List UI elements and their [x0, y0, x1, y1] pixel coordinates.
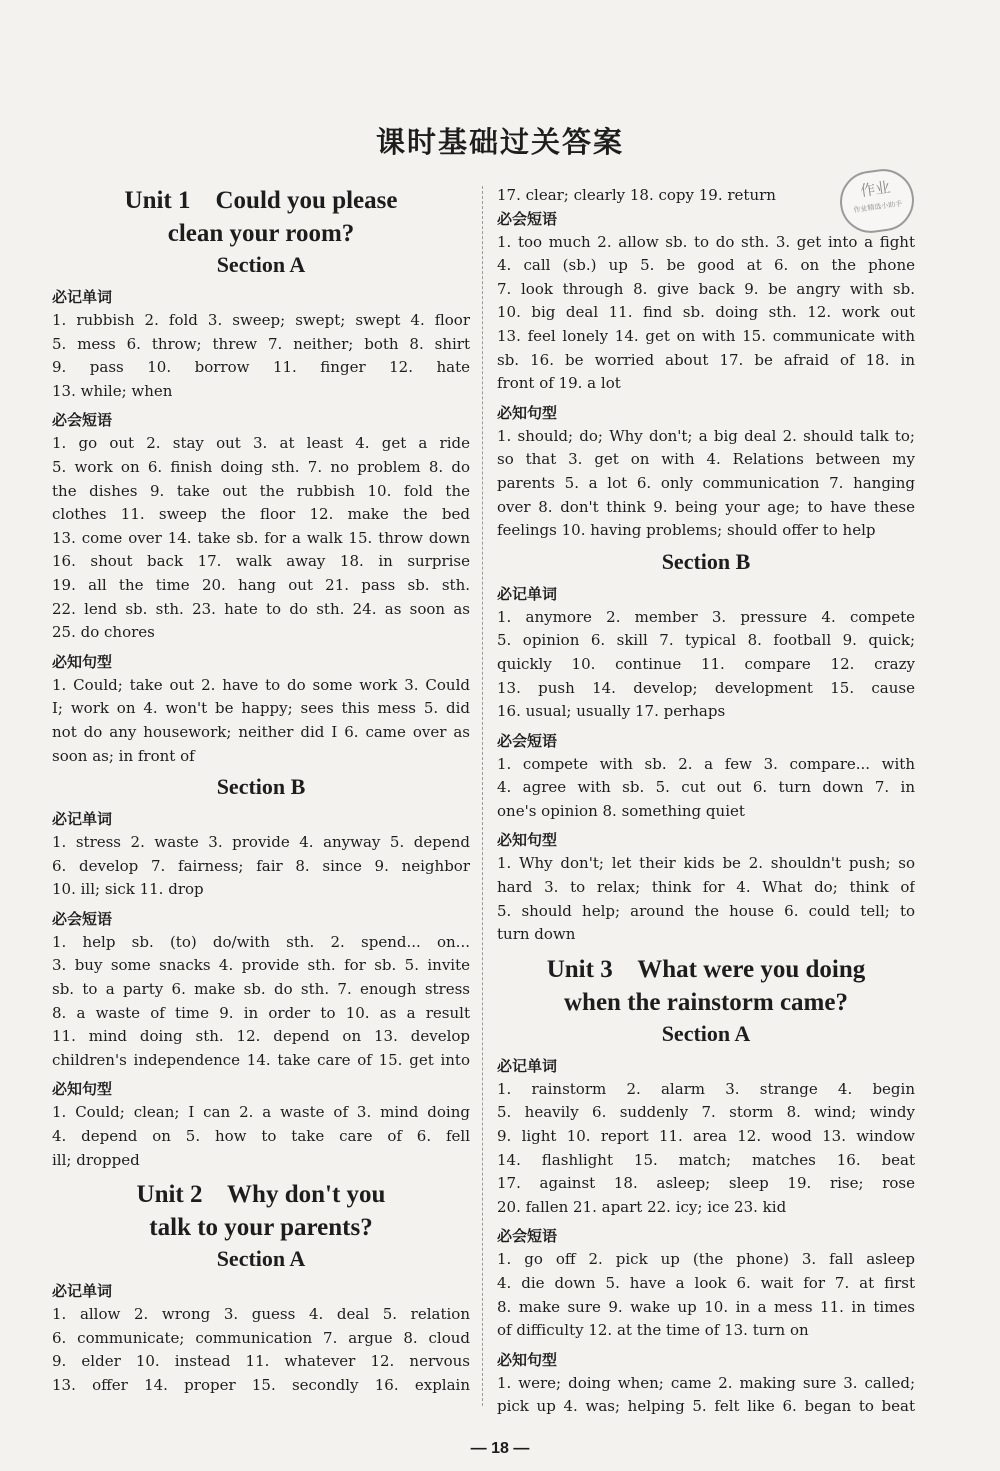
unit3-heading-line2: when the rainstorm came? — [564, 988, 848, 1016]
answer-line: 19. all the time 20. hang out 21. pass sb. sth. — [52, 575, 470, 594]
unit2-sectionB-title: Section B — [661, 548, 751, 574]
answer-line: 13. while; when — [52, 381, 173, 400]
unit2-sA-words-heading: 必记单词 — [52, 1282, 113, 1301]
answer-line: 13. feel lonely 14. get on with 15. communicate with — [497, 326, 915, 345]
page-title: 课时基础过关答案 — [375, 125, 624, 159]
answer-line: children's independence 14. take care of 15. get into — [52, 1050, 470, 1069]
answer-line: 1. were; doing when; came 2. making sure 3. called; — [497, 1373, 915, 1392]
answer-line: 4. call (sb.) up 5. be good at 6. on the phone — [497, 256, 915, 275]
unit1-sA-words-heading: 必记单词 — [52, 288, 113, 306]
answer-line: 11. mind doing sth. 12. depend on 13. develop — [52, 1027, 470, 1046]
unit1-sB-words-heading: 必记单词 — [52, 810, 113, 829]
answer-line: soon as; in front of — [52, 746, 195, 765]
unit1-heading-line1: Unit 1 Could you please — [124, 187, 398, 214]
unit2-sB-phrases-heading: 必会短语 — [497, 731, 558, 750]
unit2-sA-phrases-heading: 必会短语 — [497, 209, 558, 228]
unit3-heading-line1: Unit 3 What were you doing — [546, 955, 866, 983]
answer-line: 1. should; do; Why don't; a big deal 2. should talk to; — [497, 426, 915, 445]
unit2-sB-words-heading: 必记单词 — [497, 584, 558, 603]
answer-line: hard 3. to relax; think for 4. What do; think of — [497, 878, 915, 897]
answer-line: 16. shout back 17. walk away 18. in surprise — [52, 552, 470, 571]
answer-line: I; work on 4. won't be happy; sees this mess 5. did — [52, 699, 470, 718]
unit3-sA-phrases-heading: 必会短语 — [497, 1227, 558, 1246]
unit3-sA-words-heading: 必记单词 — [497, 1056, 558, 1075]
answer-line: 1. go out 2. stay out 3. at least 4. get a ride — [52, 434, 470, 453]
answer-line: 22. lend sb. sth. 23. hate to do sth. 24. as soon as — [52, 599, 470, 618]
unit2-sB-sentences-heading: 必知句型 — [497, 831, 558, 850]
unit1-heading-line2: clean your room? — [167, 220, 355, 247]
answer-line: front of 19. a lot — [497, 374, 621, 393]
answer-line: 9. light 10. report 11. area 12. wood 13. window — [497, 1127, 915, 1146]
answer-line: sb. to a party 6. make sb. do sth. 7. enough stress — [52, 980, 470, 999]
answer-line: 4. depend on 5. how to take care of 6. fell — [52, 1127, 470, 1146]
unit2-heading-line1: Unit 2 Why don't you — [136, 1181, 386, 1209]
unit2-sA-sentences-heading: 必知句型 — [497, 403, 558, 422]
answer-line: 1. too much 2. allow sb. to do sth. 3. get into a fight — [497, 232, 915, 251]
answer-line: turn down — [497, 925, 576, 944]
answer-line: not do any housework; neither did I 6. came over as — [52, 722, 470, 741]
answer-line: 4. die down 5. have a look 6. wait for 7. at first — [497, 1274, 915, 1292]
answer-line: feelings 10. having problems; should offer to help — [497, 521, 876, 540]
answer-line: 8. make sure 9. wake up 10. in a mess 11. in times — [497, 1297, 915, 1316]
unit1-sectionA-title: Section A — [216, 252, 306, 277]
answer-line: 10. ill; sick 11. drop — [52, 880, 204, 899]
answer-line: one's opinion 8. something quiet — [497, 801, 745, 820]
left-column — [52, 184, 470, 1398]
answer-line: 6. communicate; communication 7. argue 8. cloud — [52, 1328, 470, 1347]
answer-line: 8. a waste of time 9. in order to 10. as a result — [52, 1003, 470, 1022]
unit1-sB-sentences-heading: 必知句型 — [52, 1080, 113, 1099]
answer-line: 14. flashlight 15. match; matches 16. beat — [497, 1150, 915, 1169]
stamp-text-2: 作业精选小助手 — [853, 199, 903, 215]
answer-line: 13. push 14. develop; development 15. cause — [497, 678, 915, 697]
answer-line: 9. elder 10. instead 11. whatever 12. nervous — [52, 1352, 470, 1371]
answer-line: 20. fallen 21. apart 22. icy; ice 23. kid — [497, 1197, 787, 1216]
unit3-sectionA-title: Section A — [661, 1020, 751, 1046]
unit2-sectionA-title: Section A — [216, 1246, 306, 1272]
answer-line: of difficulty 12. at the time of 13. turn on — [497, 1321, 809, 1340]
column-divider — [482, 186, 483, 1406]
answer-line: 5. heavily 6. suddenly 7. storm 8. wind; windy — [497, 1103, 915, 1122]
answer-line: 1. Could; take out 2. have to do some work 3. Could — [52, 675, 470, 694]
answer-line: the dishes 9. take out the rubbish 10. fold the — [52, 481, 470, 500]
answer-line: 17. against 18. asleep; sleep 19. rise; rose — [497, 1174, 915, 1193]
right-column — [497, 184, 915, 1419]
answer-line: sb. 16. be worried about 17. be afraid of 18. in — [497, 350, 915, 369]
answer-line: ill; dropped — [52, 1150, 140, 1169]
page-number: — 18 — — [470, 1440, 530, 1457]
unit1-sB-phrases-heading: 必会短语 — [52, 909, 113, 928]
unit1-sA-sentences-heading: 必知句型 — [52, 652, 113, 671]
answer-line: 10. big deal 11. find sb. doing sth. 12. work out — [497, 303, 915, 322]
answer-line: 9. pass 10. borrow 11. finger 12. hate — [52, 358, 470, 377]
answer-line: 1. rainstorm 2. alarm 3. strange 4. begin — [497, 1079, 915, 1098]
answer-line: 5. mess 6. throw; threw 7. neither; both 8. shirt — [52, 334, 470, 353]
answer-line: 5. work on 6. finish doing sth. 7. no problem 8. do — [52, 457, 470, 476]
answer-line: 17. clear; clearly 18. copy 19. return — [497, 186, 776, 204]
answer-line: 3. buy some snacks 4. provide sth. for sb. 5. invite — [52, 956, 470, 975]
answer-line: 5. opinion 6. skill 7. typical 8. football 9. quick; — [497, 631, 915, 650]
answer-line: 4. agree with sb. 5. cut out 6. turn down 7. in — [497, 778, 915, 797]
unit3-sA-sentences-heading: 必知句型 — [497, 1350, 558, 1369]
answer-line: 5. should help; around the house 6. could tell; to — [497, 901, 915, 920]
unit1-sA-phrases-heading: 必会短语 — [52, 411, 113, 430]
answer-line: 7. look through 8. give back 9. be angry with sb. — [497, 279, 915, 298]
answer-line: so that 3. get on with 4. Relations between my — [497, 450, 915, 469]
answer-line: quickly 10. continue 11. compare 12. crazy — [497, 654, 915, 673]
answer-line: 1. compete with sb. 2. a few 3. compare... with — [497, 754, 915, 773]
answer-line: 16. usual; usually 17. perhaps — [497, 702, 726, 721]
answer-line: 25. do chores — [52, 623, 155, 642]
answer-line: 1. stress 2. waste 3. provide 4. anyway 5. depend — [52, 833, 470, 852]
answer-line: pick up 4. was; helping 5. felt like 6. began to beat — [497, 1397, 915, 1416]
answer-line: 13. offer 14. proper 15. secondly 16. explain — [52, 1376, 470, 1394]
answer-line: 1. anymore 2. member 3. pressure 4. compete — [497, 607, 915, 626]
answer-line: 6. develop 7. fairness; fair 8. since 9. neighbor — [52, 856, 470, 875]
unit2-heading-line2: talk to your parents? — [149, 1214, 373, 1242]
answer-line: parents 5. a lot 6. only communication 7. hanging — [497, 473, 915, 492]
answer-line: clothes 11. sweep the floor 12. make the bed — [52, 505, 470, 524]
answer-line: 13. come over 14. take sb. for a walk 15. throw down — [52, 528, 470, 547]
answer-line: 1. Why don't; let their kids be 2. shouldn't push; so — [497, 854, 915, 873]
answer-line: 1. rubbish 2. fold 3. sweep; swept; swept 4. floor — [52, 311, 470, 329]
unit1-sectionB-title: Section B — [216, 774, 306, 800]
answer-line: over 8. don't think 9. being your age; to have these — [497, 497, 915, 516]
answer-line: 1. go off 2. pick up (the phone) 3. fall asleep — [497, 1250, 915, 1269]
stamp-text-1: 作业 — [859, 178, 892, 201]
answer-line: 1. allow 2. wrong 3. guess 4. deal 5. relation — [52, 1305, 470, 1324]
answer-line: 1. help sb. (to) do/with sth. 2. spend... on... — [52, 932, 470, 951]
answer-line: 1. Could; clean; I can 2. a waste of 3. mind doing — [52, 1103, 470, 1122]
